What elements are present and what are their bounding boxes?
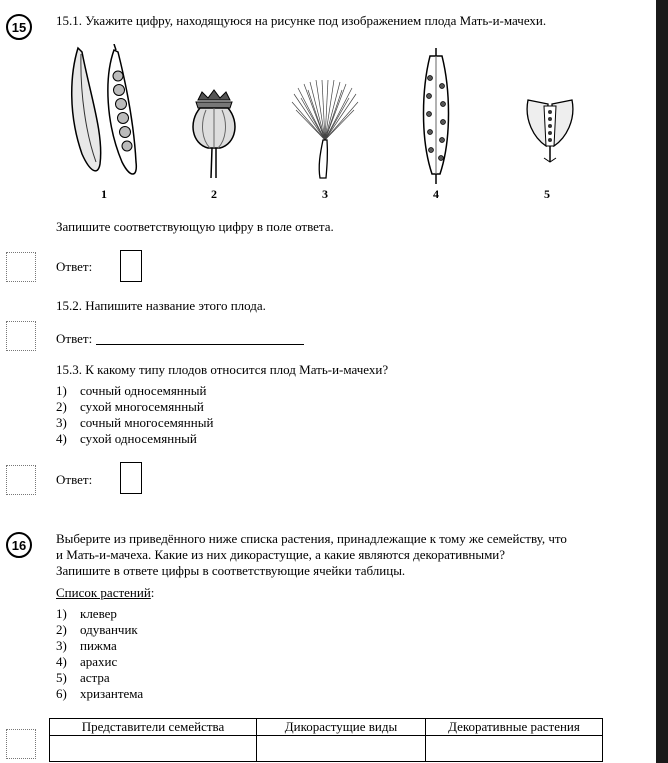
figure-label-5: 5 bbox=[544, 187, 550, 201]
fruit-image-2 bbox=[188, 88, 240, 180]
answer-label-15-1: Ответ: bbox=[56, 259, 93, 274]
answer-label-15-2: Ответ: bbox=[56, 331, 93, 346]
table-cell-family[interactable] bbox=[50, 736, 257, 762]
scrollbar-edge bbox=[656, 0, 668, 763]
table-cell-wild[interactable] bbox=[257, 736, 426, 762]
question-15-number: 15 bbox=[6, 14, 32, 40]
answer-cell-15-3[interactable] bbox=[120, 462, 142, 494]
options-list-15-3 bbox=[56, 383, 213, 447]
table-cell-decorative[interactable] bbox=[426, 736, 603, 762]
answer-check-box-15-3 bbox=[6, 465, 36, 495]
plant-list-title: Список растений: bbox=[56, 585, 155, 600]
list-item: 3) пижма bbox=[56, 638, 117, 653]
plant-list bbox=[56, 606, 143, 702]
fruit-image-4 bbox=[418, 48, 454, 184]
list-item: 5) астра bbox=[56, 670, 110, 685]
question-15-3-text: 15.3. К какому типу плодов относится плод Мать-и-мачехи? bbox=[56, 362, 389, 377]
question-16-text-line2: и Мать-и-мачеха. Какие из них дикорастущие, а какие являются декоративными? bbox=[56, 547, 506, 562]
question-15-1-text: 15.1. Укажите цифру, находящуюся на рисунке под изображением плода Мать-и-мачехи. bbox=[56, 13, 547, 28]
table-header-decorative: Декоративные растения bbox=[426, 719, 603, 736]
answer-table bbox=[49, 718, 603, 762]
list-item: 4) арахис bbox=[56, 654, 118, 669]
fruit-image-5 bbox=[524, 96, 576, 180]
list-item: 2) одуванчик bbox=[56, 622, 138, 637]
answer-cell-15-1[interactable] bbox=[120, 250, 142, 282]
fruit-image-3 bbox=[290, 80, 360, 180]
figure-label-2: 2 bbox=[211, 187, 217, 201]
figure-label-3: 3 bbox=[322, 187, 328, 201]
question-15-2-text: 15.2. Напишите название этого плода. bbox=[56, 298, 266, 313]
option-item: 3) сочный многосемянный bbox=[56, 415, 214, 430]
figure-label-1: 1 bbox=[101, 187, 107, 201]
fruit-image-1 bbox=[64, 44, 148, 184]
list-item: 1) клевер bbox=[56, 606, 117, 621]
question-16-text-line1: Выберите из приведённого ниже списка растения, принадлежащие к тому же семейству, что bbox=[56, 531, 567, 546]
list-item: 6) хризантема bbox=[56, 686, 144, 701]
answer-check-box-15-1 bbox=[6, 252, 36, 282]
answer-label-15-3: Ответ: bbox=[56, 472, 93, 487]
table-header-family: Представители семейства bbox=[50, 719, 257, 736]
answer-check-box-15-2 bbox=[6, 321, 36, 351]
option-item: 1) сочный односемянный bbox=[56, 383, 207, 398]
question-16-number: 16 bbox=[6, 532, 32, 558]
option-item: 2) сухой многосемянный bbox=[56, 399, 204, 414]
table-header-wild: Дикорастущие виды bbox=[257, 719, 426, 736]
question-16-text-line3: Запишите в ответе цифры в соответствующие ячейки таблицы. bbox=[56, 563, 406, 578]
answer-line-15-2[interactable] bbox=[96, 344, 304, 345]
answer-check-box-16 bbox=[6, 729, 36, 759]
instruction-text: Запишите соответствующую цифру в поле ответа. bbox=[56, 219, 334, 234]
option-item: 4) сухой односемянный bbox=[56, 431, 197, 446]
figure-label-4: 4 bbox=[433, 187, 439, 201]
